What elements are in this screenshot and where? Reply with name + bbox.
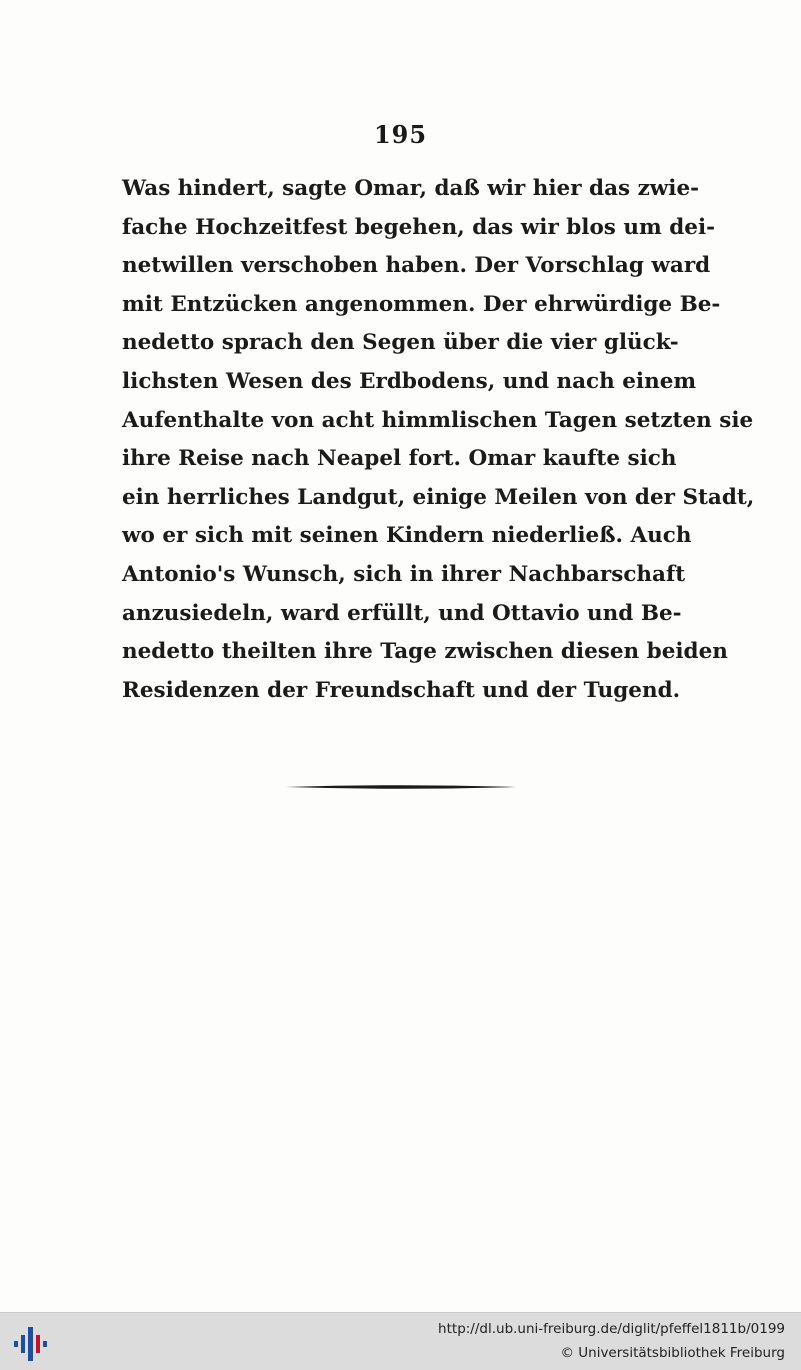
text-line: fache Hochzeitfest begehen, das wir blos um dei-: [122, 214, 716, 240]
text-line: ihre Reise nach Neapel fort. Omar kaufte sich: [122, 446, 677, 472]
copyright-notice: © Universitätsbibliothek Freiburg: [560, 1345, 785, 1361]
text-line: netwillen verschoben haben. Der Vorschlag ward: [122, 253, 711, 279]
page-number: 195: [373, 120, 428, 149]
body-text: [122, 170, 755, 710]
library-logo-icon: [12, 1321, 50, 1363]
decorative-rule: [286, 784, 516, 790]
text-line: lichsten Wesen des Erdbodens, und nach einem: [122, 368, 697, 394]
text-line: ein herrliches Landgut, einige Meilen von der Stadt,: [122, 484, 755, 510]
text-line: mit Entzücken angenommen. Der ehrwürdige Be-: [122, 291, 721, 317]
text-line: Aufenthalte von acht himmlischen Tagen setzten sie: [122, 407, 754, 433]
text-line: Was hindert, sagte Omar, daß wir hier das zwie-: [122, 176, 700, 201]
text-line: anzusiedeln, ward erfüllt, und Ottavio und Be-: [122, 600, 682, 626]
text-line: nedetto theilten ihre Tage zwischen diesen beiden: [122, 639, 728, 665]
permalink-url[interactable]: http://dl.ub.uni-freiburg.de/diglit/pfeffel1811b/0199: [438, 1321, 785, 1337]
footer-bar: [0, 1312, 801, 1370]
text-line: wo er sich mit seinen Kindern niederließ. Auch: [122, 523, 692, 549]
text-line: Antonio's Wunsch, sich in ihrer Nachbarschaft: [122, 561, 686, 587]
text-line: nedetto sprach den Segen über die vier glück-: [122, 330, 679, 356]
text-line: Residenzen der Freundschaft und der Tugend.: [122, 677, 681, 703]
